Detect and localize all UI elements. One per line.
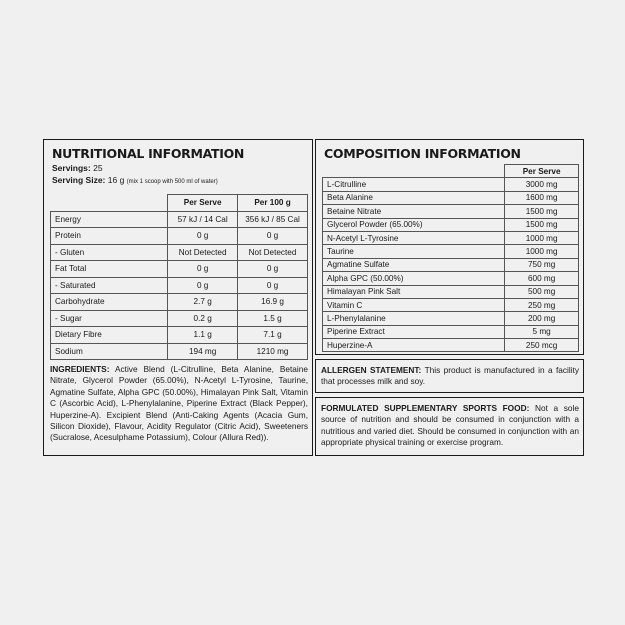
per-100g-value: 1210 mg <box>238 343 308 360</box>
servings-line <box>52 163 103 174</box>
nutrient-name: Fat Total <box>51 261 168 278</box>
component-name: Piperine Extract <box>323 325 505 338</box>
composition-title: COMPOSITION INFORMATION <box>324 146 521 161</box>
component-name: Glycerol Powder (65.00%) <box>323 218 505 231</box>
component-name: Agmatine Sulfate <box>323 258 505 271</box>
component-name: Taurine <box>323 245 505 258</box>
column-per-serve: Per Serve <box>505 165 579 178</box>
ingredients-label: INGREDIENTS: <box>50 364 110 374</box>
per-100g-value: 0 g <box>238 261 308 278</box>
per-serve-value: 0.2 g <box>168 310 238 327</box>
column-per-100g: Per 100 g <box>238 195 308 212</box>
component-amount: 1000 mg <box>505 231 579 244</box>
composition-row <box>323 205 579 218</box>
composition-table <box>322 164 579 352</box>
per-100g-value: 0 g <box>238 277 308 294</box>
nutrition-row <box>51 261 308 278</box>
per-serve-value: 1.1 g <box>168 327 238 344</box>
per-100g-value: 7.1 g <box>238 327 308 344</box>
per-serve-value: 194 mg <box>168 343 238 360</box>
component-amount: 200 mg <box>505 312 579 325</box>
composition-row <box>323 285 579 298</box>
formulated-text: Not a sole source of nutrition and should be consumed in conjunction with a nutritious and varied diet. Should be consumed in conjunction with an appropriate physical training or exercise program. <box>321 403 579 448</box>
serving-size-line <box>52 175 218 188</box>
composition-row <box>323 191 579 204</box>
component-name: Betaine Nitrate <box>323 205 505 218</box>
nutritional-information-panel <box>43 139 313 456</box>
nutrient-name: - Saturated <box>51 277 168 294</box>
nutrition-header-blank <box>51 195 168 212</box>
nutrient-name: Protein <box>51 228 168 245</box>
component-amount: 3000 mg <box>505 178 579 191</box>
allergen-statement-panel <box>315 359 584 393</box>
nutrition-row <box>51 343 308 360</box>
component-name: N-Acetyl L-Tyrosine <box>323 231 505 244</box>
composition-row <box>323 339 579 352</box>
nutrition-row <box>51 277 308 294</box>
per-100g-value: 1.5 g <box>238 310 308 327</box>
component-name: L-Phenylalanine <box>323 312 505 325</box>
composition-row <box>323 258 579 271</box>
per-serve-value: 0 g <box>168 228 238 245</box>
nutrition-row <box>51 244 308 261</box>
nutrition-row <box>51 310 308 327</box>
component-amount: 250 mcg <box>505 339 579 352</box>
nutrient-name: Carbohydrate <box>51 294 168 311</box>
column-per-serve: Per Serve <box>168 195 238 212</box>
component-name: Huperzine-A <box>323 339 505 352</box>
composition-row <box>323 312 579 325</box>
nutrition-title: NUTRITIONAL INFORMATION <box>52 146 245 161</box>
serving-size-label: Serving Size: <box>52 175 106 185</box>
per-serve-value: 0 g <box>168 277 238 294</box>
per-serve-value: 2.7 g <box>168 294 238 311</box>
per-100g-value: 16.9 g <box>238 294 308 311</box>
component-amount: 1500 mg <box>505 205 579 218</box>
formulated-label: FORMULATED SUPPLEMENTARY SPORTS FOOD: <box>321 403 530 413</box>
per-100g-value: 356 kJ / 85 Cal <box>238 211 308 228</box>
composition-header-row <box>323 165 579 178</box>
component-name: Alpha GPC (50.00%) <box>323 272 505 285</box>
component-amount: 600 mg <box>505 272 579 285</box>
servings-label: Servings: <box>52 163 91 173</box>
component-amount: 500 mg <box>505 285 579 298</box>
per-serve-value: Not Detected <box>168 244 238 261</box>
formulated-paragraph <box>321 403 579 449</box>
nutrition-row <box>51 211 308 228</box>
nutrient-name: Sodium <box>51 343 168 360</box>
ingredients-paragraph <box>50 364 308 444</box>
serving-size-note: (mix 1 scoop with 500 ml of water) <box>126 179 218 185</box>
composition-row <box>323 245 579 258</box>
component-name: L-Citrulline <box>323 178 505 191</box>
component-name: Himalayan Pink Salt <box>323 285 505 298</box>
allergen-label: ALLERGEN STATEMENT: <box>321 365 422 375</box>
composition-information-panel <box>315 139 584 355</box>
component-name: Beta Alanine <box>323 191 505 204</box>
nutrition-table <box>50 194 308 360</box>
per-serve-value: 57 kJ / 14 Cal <box>168 211 238 228</box>
nutrient-name: Dietary Fibre <box>51 327 168 344</box>
component-amount: 1000 mg <box>505 245 579 258</box>
composition-row <box>323 272 579 285</box>
serving-size-value: 16 g <box>107 175 125 185</box>
ingredients-text: Active Blend (L-Citrulline, Beta Alanine, Betaine Nitrate, Glycerol Powder (65.00%), N-Acetyl L-Tyrosine, Taurine, Agmatine Sulfate, Alpha GPC (50.00%), Himalayan Pink Salt, Vitamin C (Ascorbic Acid), L-Phenylalanine, Piperine Extract (Black Pepper), Huperzine-A). Excipient Blend (Anti-Caking Agents (Acacia Gum, Silicon Dioxide), Flavour, Acidity Regulator (Citric Acid), Sweeteners (Sucralose, Acesulphame Potassium), Colour (Allura Red)). <box>50 364 308 443</box>
per-serve-value: 0 g <box>168 261 238 278</box>
nutrient-name: Energy <box>51 211 168 228</box>
component-amount: 750 mg <box>505 258 579 271</box>
per-100g-value: Not Detected <box>238 244 308 261</box>
composition-row <box>323 218 579 231</box>
allergen-text: This product is manufactured in a facility that processes milk and soy. <box>321 365 580 387</box>
composition-table-body <box>323 178 579 352</box>
nutrition-row <box>51 228 308 245</box>
composition-row <box>323 178 579 191</box>
composition-row <box>323 325 579 338</box>
component-amount: 250 mg <box>505 298 579 311</box>
servings-value: 25 <box>93 163 103 173</box>
nutrition-row <box>51 294 308 311</box>
nutrient-name: - Sugar <box>51 310 168 327</box>
allergen-paragraph <box>321 365 579 388</box>
nutrition-table-body <box>51 211 308 360</box>
composition-header-blank <box>323 165 505 178</box>
nutrition-row <box>51 327 308 344</box>
nutrient-name: - Gluten <box>51 244 168 261</box>
per-100g-value: 0 g <box>238 228 308 245</box>
composition-row <box>323 298 579 311</box>
component-amount: 1500 mg <box>505 218 579 231</box>
formulated-food-panel <box>315 397 584 456</box>
component-name: Vitamin C <box>323 298 505 311</box>
component-amount: 5 mg <box>505 325 579 338</box>
component-amount: 1600 mg <box>505 191 579 204</box>
composition-row <box>323 231 579 244</box>
nutrition-header-row <box>51 195 308 212</box>
